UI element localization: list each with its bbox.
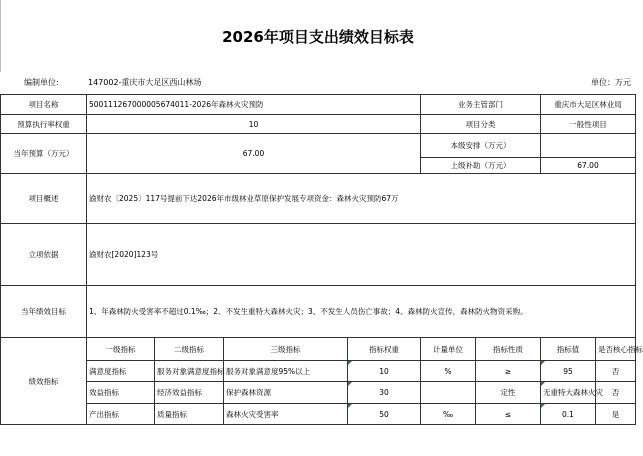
indicator-unit: ‰	[421, 404, 476, 425]
indicator-header: 二级指标	[155, 338, 224, 361]
dept-label: 业务主管部门	[421, 95, 541, 115]
indicator-header: 三级指标	[224, 338, 348, 361]
goal-value: 1、年森林防火受害率不超过0.1‰；2、不发生重特大森林火灾；3、不发生人员伤亡事故；4、森林防火宣传，森林防火物资采购。	[87, 286, 636, 338]
budget-value: 67.00	[87, 134, 421, 174]
indicator-value: 0.1	[541, 404, 596, 425]
indicator-value: 无重特大森林火灾	[541, 382, 596, 404]
target-table	[0, 94, 643, 425]
overview-label: 项目概述	[1, 174, 87, 224]
project-name-label: 项目名称	[1, 95, 87, 115]
indicator-level2: 经济效益指标	[155, 382, 224, 404]
category-value: 一般性项目	[541, 115, 636, 134]
indicator-row	[1, 382, 636, 404]
budget-label: 当年预算（万元）	[1, 134, 87, 174]
indicator-level2: 质量指标	[155, 404, 224, 425]
indicator-level2: 服务对象满意度指标	[155, 361, 224, 382]
indicator-nature: 定性	[476, 382, 541, 404]
indicator-unit: %	[421, 361, 476, 382]
local-label: 本级安排（万元）	[421, 134, 541, 158]
indicator-weight: 30	[348, 382, 421, 404]
indicator-core: 否	[596, 382, 636, 404]
indicator-core: 否	[596, 361, 636, 382]
table-row	[1, 286, 636, 338]
indicator-header: 是否核心指标	[596, 338, 636, 361]
indicator-level1: 效益指标	[87, 382, 155, 404]
indicator-header: 计量单位	[421, 338, 476, 361]
indicator-row	[1, 404, 636, 425]
indicator-header: 一级指标	[87, 338, 155, 361]
indicator-weight: 50	[348, 404, 421, 425]
basis-value: 渝财农[2020]123号	[87, 224, 636, 286]
indicator-label: 绩效指标	[1, 338, 87, 425]
upper-label: 上级补助（万元）	[421, 158, 541, 174]
table-row	[1, 95, 636, 115]
indicator-weight: 10	[348, 361, 421, 382]
upper-value: 67.00	[541, 158, 636, 174]
table-row	[1, 174, 636, 224]
indicator-nature: ≤	[476, 404, 541, 425]
dept-value: 重庆市大足区林业局	[541, 95, 636, 115]
indicator-core: 是	[596, 404, 636, 425]
local-value	[541, 134, 636, 158]
indicator-level1: 满意度指标	[87, 361, 155, 382]
unit-label: 编制单位:	[24, 78, 59, 87]
overview-value: 渝财农〔2025〕117号提前下达2026年市级林业草原保护发展专项资金：森林火灾预防67万	[87, 174, 636, 224]
goal-label: 当年绩效目标	[1, 286, 87, 338]
basis-label: 立项依据	[1, 224, 87, 286]
table-row	[1, 134, 636, 158]
indicator-level3: 森林火灾受害率	[224, 404, 348, 425]
indicator-level3: 保护森林资源	[224, 382, 348, 404]
indicator-level3: 服务对象满意度95%以上	[224, 361, 348, 382]
page-title: 2026年项目支出绩效目标表	[0, 0, 635, 72]
table-row	[1, 224, 636, 286]
weight-value: 10	[87, 115, 421, 134]
indicator-unit	[421, 382, 476, 404]
project-name-value: 500111267000005674011-2026年森林火灾预防	[87, 95, 421, 115]
currency-unit: 单位：万元	[591, 78, 631, 87]
table-row	[1, 115, 636, 134]
indicator-nature: ≥	[476, 361, 541, 382]
indicator-header: 指标权重	[348, 338, 421, 361]
category-label: 项目分类	[421, 115, 541, 134]
indicator-value: 95	[541, 361, 596, 382]
indicator-header: 指标性质	[476, 338, 541, 361]
table-row	[1, 338, 636, 361]
indicator-row	[1, 361, 636, 382]
indicator-header: 指标值	[541, 338, 596, 361]
indicator-level1: 产出指标	[87, 404, 155, 425]
weight-label: 预算执行率权重	[1, 115, 87, 134]
unit-value: 147002-重庆市大足区西山林场	[88, 78, 202, 87]
